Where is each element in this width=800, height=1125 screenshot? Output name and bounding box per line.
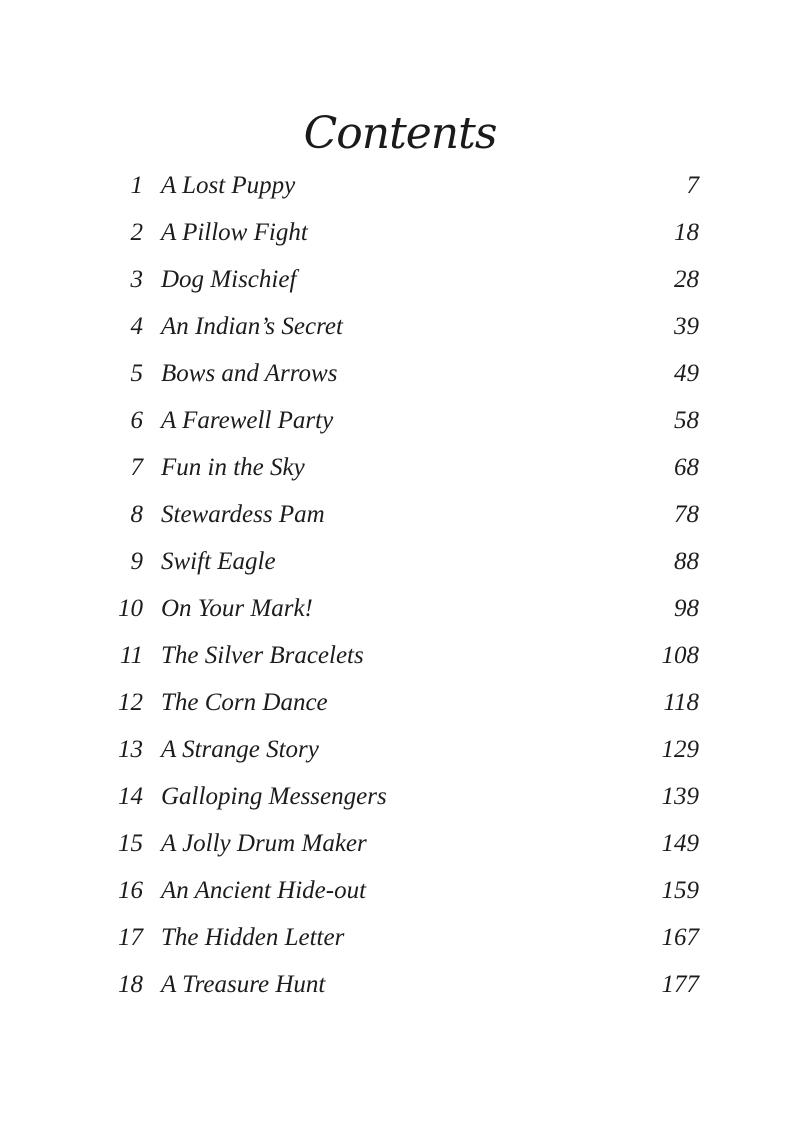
chapter-title: On Your Mark! — [161, 595, 313, 622]
chapter-number: 4 — [130, 313, 143, 340]
chapter-title: A Farewell Party — [161, 407, 334, 434]
chapter-title: Stewardess Pam — [161, 501, 325, 528]
chapter-page: 167 — [661, 924, 699, 951]
chapter-title: Dog Mischief — [161, 266, 297, 293]
chapter-title: The Silver Bracelets — [161, 642, 364, 669]
toc-entry — [0, 491, 800, 538]
chapter-number: 9 — [130, 548, 143, 575]
chapter-number: 5 — [130, 360, 143, 387]
toc-entry — [0, 538, 800, 585]
toc-entry — [0, 350, 800, 397]
chapter-title: Swift Eagle — [161, 548, 276, 575]
chapter-title: A Treasure Hunt — [161, 971, 326, 998]
chapter-number: 7 — [130, 454, 143, 481]
chapter-number: 12 — [118, 689, 143, 716]
chapter-page: 98 — [674, 595, 699, 622]
chapter-number: 8 — [130, 501, 143, 528]
chapter-number: 11 — [119, 642, 143, 669]
chapter-page: 39 — [674, 313, 699, 340]
chapter-title: A Jolly Drum Maker — [161, 830, 367, 857]
chapter-page: 108 — [661, 642, 699, 669]
chapter-page: 177 — [661, 971, 699, 998]
chapter-title: An Ancient Hide-out — [161, 877, 367, 904]
toc-entry — [0, 867, 800, 914]
chapter-page: 49 — [674, 360, 699, 387]
chapter-page: 129 — [661, 736, 699, 763]
toc-entry — [0, 209, 800, 256]
toc-entry — [0, 303, 800, 350]
toc-entry — [0, 961, 800, 1008]
page-title: Contents — [303, 108, 497, 159]
chapter-title: Galloping Messengers — [161, 783, 387, 810]
toc-entry — [0, 256, 800, 303]
chapter-page: 18 — [674, 219, 699, 246]
toc-entry — [0, 444, 800, 491]
chapter-title: A Lost Puppy — [161, 172, 296, 199]
toc-entry — [0, 585, 800, 632]
chapter-number: 6 — [130, 407, 143, 434]
chapter-number: 2 — [130, 219, 143, 246]
chapter-title: A Pillow Fight — [161, 219, 308, 246]
chapter-number: 16 — [118, 877, 143, 904]
chapter-title: The Hidden Letter — [161, 924, 345, 951]
chapter-number: 18 — [118, 971, 143, 998]
toc-entry — [0, 726, 800, 773]
chapter-number: 13 — [118, 736, 143, 763]
chapter-page: 149 — [661, 830, 699, 857]
toc-entry — [0, 773, 800, 820]
chapter-number: 3 — [130, 266, 143, 293]
chapter-title: A Strange Story — [161, 736, 319, 763]
toc-entry — [0, 632, 800, 679]
chapter-number: 17 — [118, 924, 143, 951]
chapter-number: 15 — [118, 830, 143, 857]
chapter-title: Fun in the Sky — [161, 454, 305, 481]
toc-entry — [0, 914, 800, 961]
chapter-page: 58 — [674, 407, 699, 434]
chapter-page: 28 — [674, 266, 699, 293]
chapter-page: 159 — [661, 877, 699, 904]
table-of-contents — [0, 162, 800, 1008]
chapter-title: An Indian’s Secret — [161, 313, 343, 340]
chapter-page: 78 — [674, 501, 699, 528]
toc-entry — [0, 162, 800, 209]
chapter-number: 10 — [118, 595, 143, 622]
chapter-page: 68 — [674, 454, 699, 481]
chapter-page: 139 — [661, 783, 699, 810]
chapter-page: 7 — [686, 172, 699, 199]
chapter-title: The Corn Dance — [161, 689, 328, 716]
chapter-title: Bows and Arrows — [161, 360, 338, 387]
chapter-page: 88 — [674, 548, 699, 575]
toc-entry — [0, 820, 800, 867]
toc-entry — [0, 397, 800, 444]
chapter-number: 1 — [130, 172, 143, 199]
chapter-page: 118 — [663, 689, 699, 716]
toc-entry — [0, 679, 800, 726]
chapter-number: 14 — [118, 783, 143, 810]
